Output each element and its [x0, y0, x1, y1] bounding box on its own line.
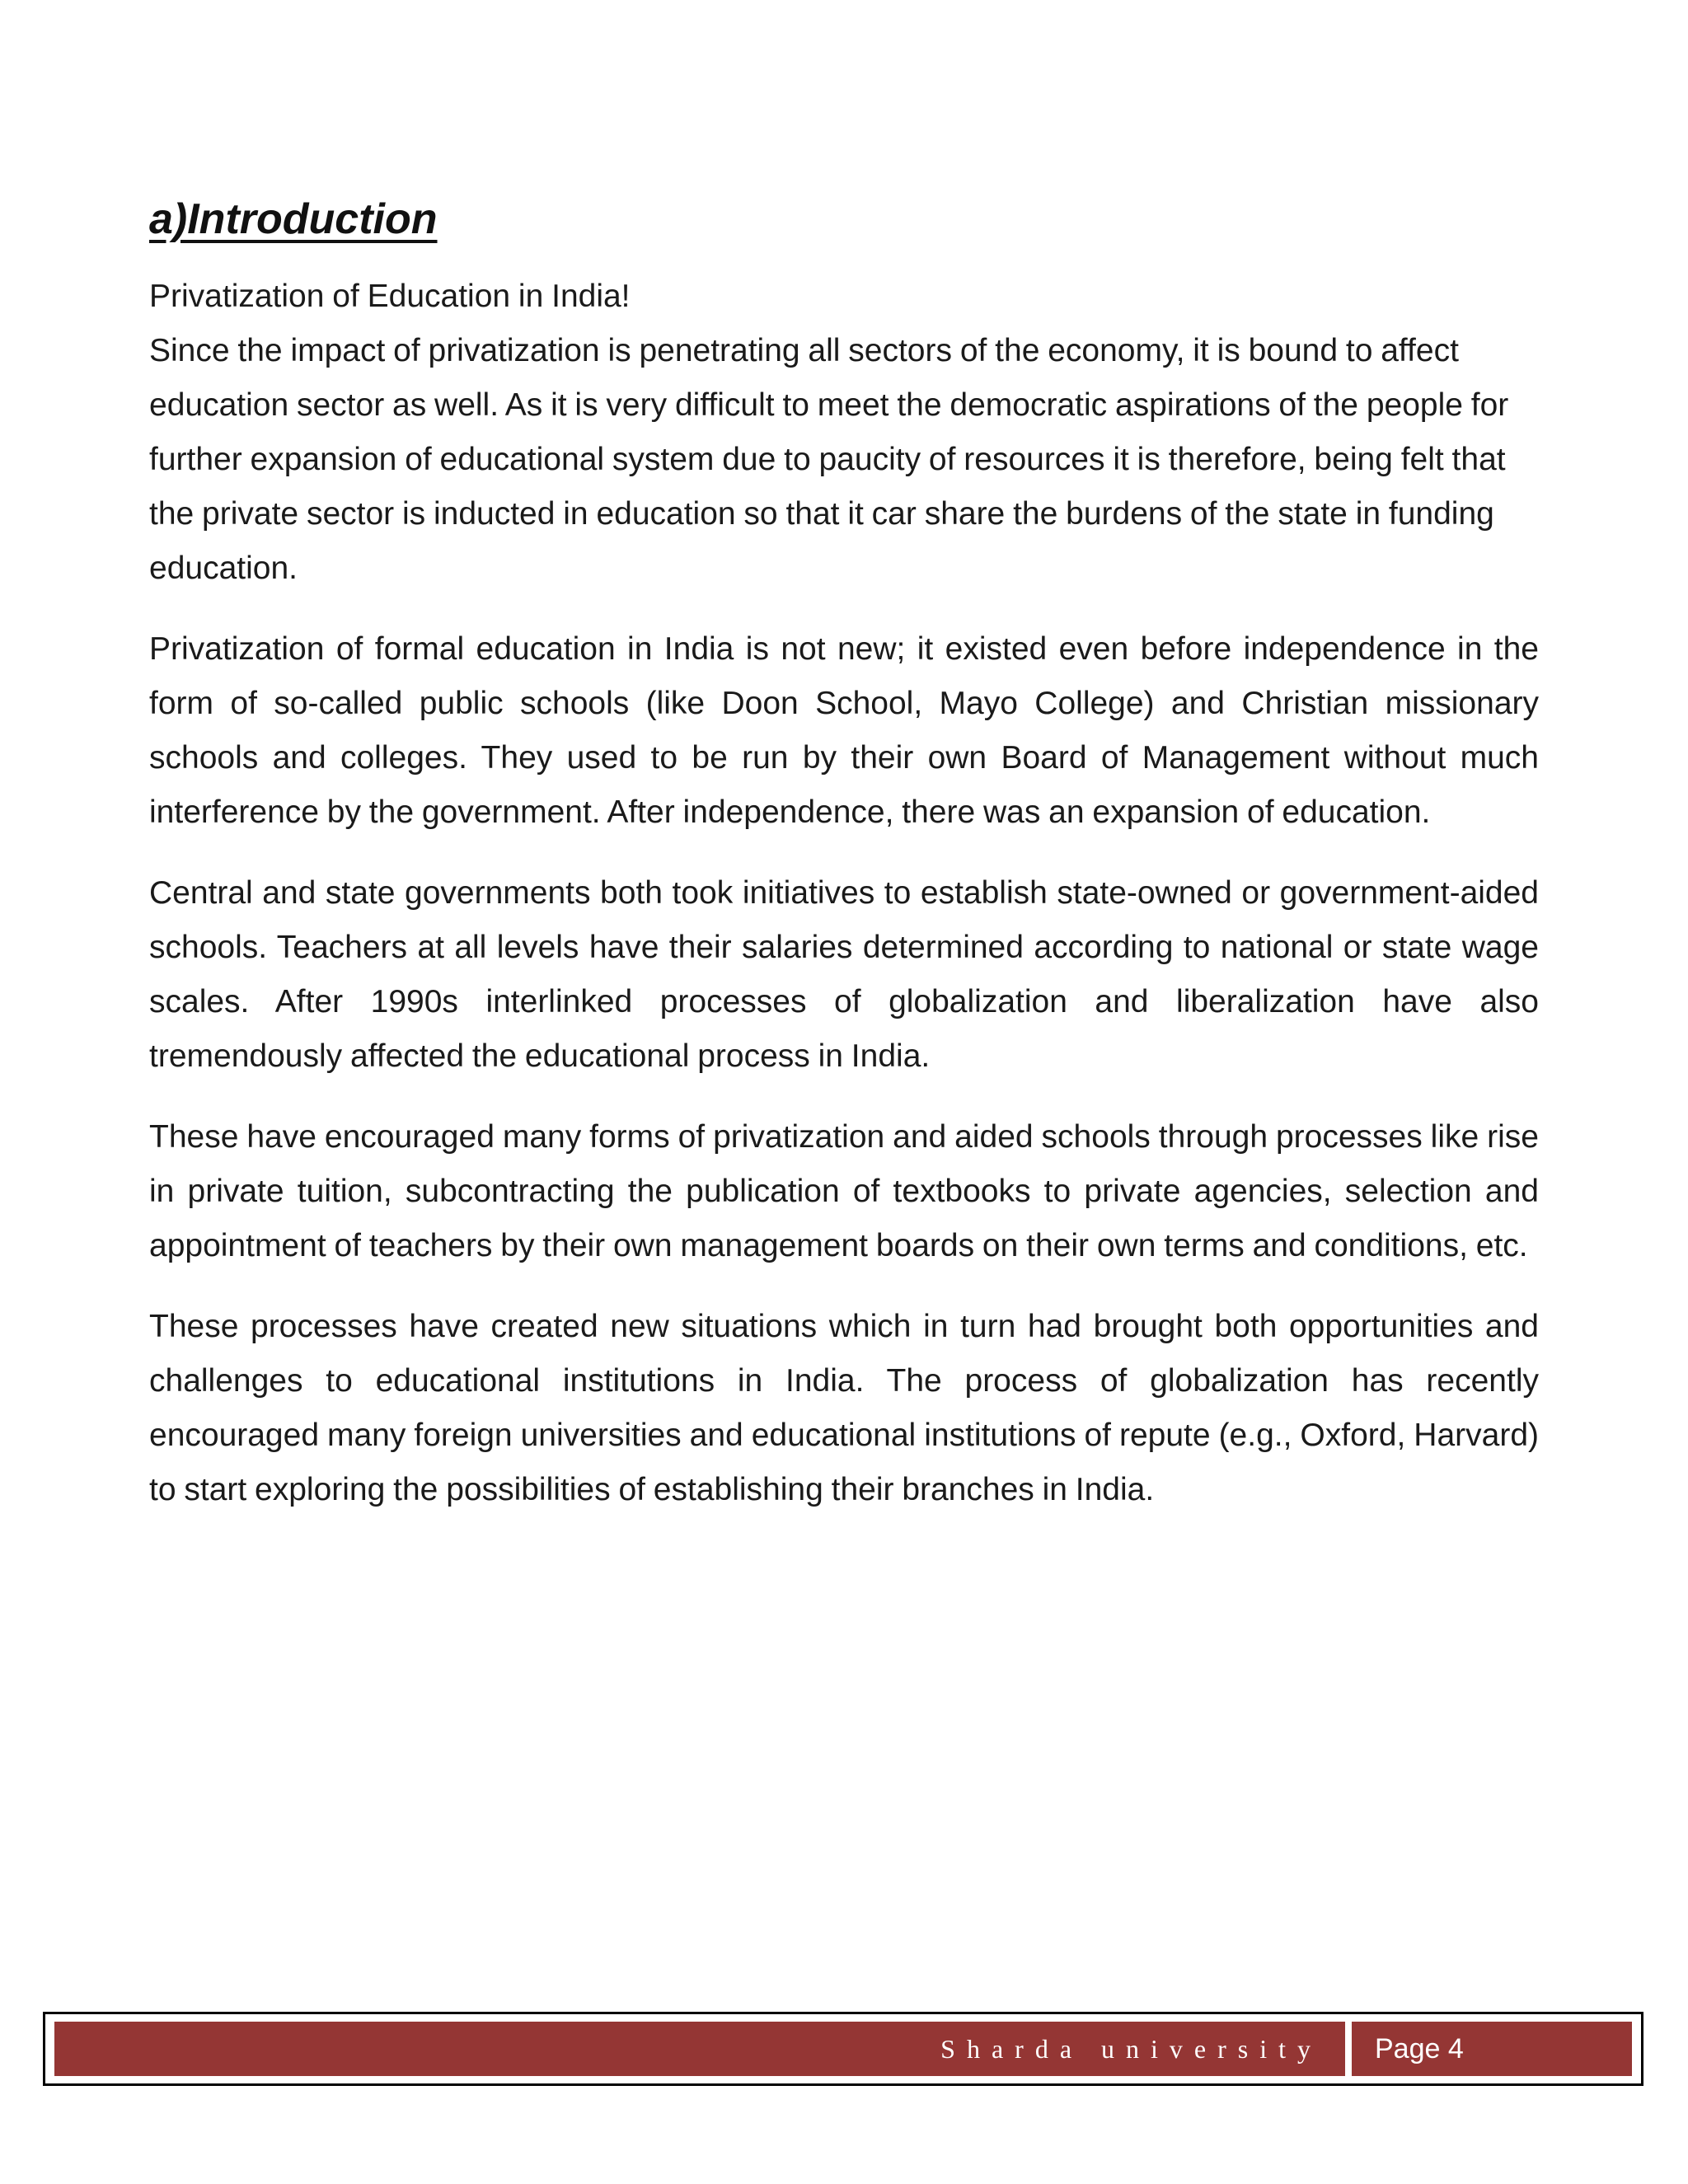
- page-footer: [43, 2012, 1643, 2086]
- paragraph-intro: [149, 269, 1539, 596]
- footer-university-name: Sharda university: [940, 2033, 1322, 2064]
- footer-university-bar: [54, 2022, 1345, 2076]
- paragraph-3: Central and state governments both took initiatives to establish state-owned or government-aided schools. Teachers at all levels have their salaries determined according to national or state wage scales. After 1990s interlinked processes of globalization and liberalization have also tremendously affected the educational process in India.: [149, 875, 1539, 1075]
- paragraph-1: Since the impact of privatization is penetrating all sectors of the economy, it is bound to affect education sector as well. As it is very difficult to meet the democratic aspirations of the people for further expansion of educational system due to paucity of resources it is therefore, being felt that the private sector is inducted in education so that it car share the burdens of the state in funding education.: [149, 333, 1509, 587]
- section-heading: a)Introduction: [149, 195, 438, 243]
- paragraph-4: These have encouraged many forms of privatization and aided schools through processes like rise in private tuition, subcontracting the publication of textbooks to private agencies, selection and appointment of teachers by their own management boards on their own terms and conditions, etc.: [149, 1119, 1539, 1264]
- paragraph-5: These processes have created new situations which in turn had brought both opportunities and challenges to educational institutions in India. The process of globalization has recently encouraged many foreign universities and educational institutions of repute (e.g., Oxford, Harvard) to start exploring the possibilities of establishing their branches in India.: [149, 1309, 1539, 1508]
- intro-title: Privatization of Education in India!: [149, 279, 631, 315]
- footer-page-box: [1352, 2022, 1632, 2076]
- paragraph-2: Privatization of formal education in India is not new; it existed even before independence in the form of so-called public schools (like Doon School, Mayo College) and Christian missionary schools and colleges. They used to be run by their own Board of Management without much interference by the government. After independence, there was an expansion of education.: [149, 631, 1539, 831]
- page-content: [149, 194, 1539, 1544]
- footer-divider: [1345, 2022, 1352, 2076]
- page-number: Page 4: [1375, 2032, 1464, 2064]
